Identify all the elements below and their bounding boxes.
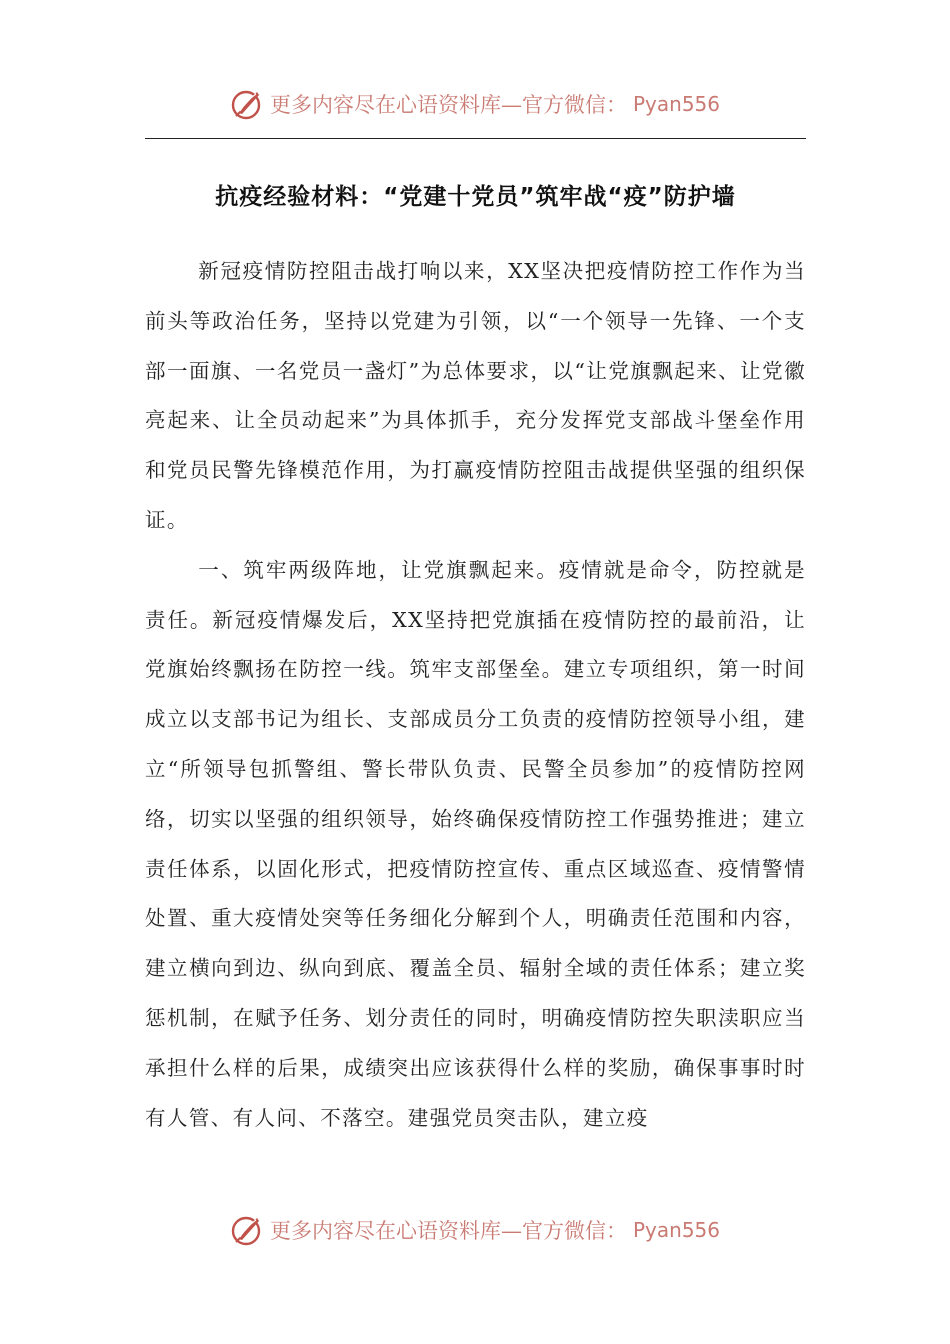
paragraph-intro: 新冠疫情防控阻击战打响以来，XX坚决把疫情防控工作作为当前头等政治任务，坚持以党建为引领，以“一个领导一先锋、一个支部一面旗、一名党员一盏灯”为总体要求，以“让党旗飘起来、让党徽亮起来、让全员动起来”为具体抓手，充分发挥党支部战斗堡垒作用和党员民警先锋模范作用，为打赢疫情防控阻击战提供坚强的组织保证。 [145, 259, 806, 532]
banner-text: 更多内容尽在心语资料库—官方微信： [269, 93, 627, 117]
banner-wechat-id: Pyan556 [632, 1218, 720, 1242]
quill-logo-icon [230, 1213, 264, 1247]
header-banner [0, 84, 950, 124]
banner-text: 更多内容尽在心语资料库—官方微信： [269, 1219, 627, 1243]
paragraph-section-1: 一、筑牢两级阵地，让党旗飘起来。疫情就是命令，防控就是责任。新冠疫情爆发后，XX坚持把党旗插在疫情防控的最前沿，让党旗始终飘扬在防控一线。筑牢支部堡垒。建立专项组织，第一时间成立以支部书记为组长、支部成员分工负责的疫情防控领导小组，建立“所领导包抓警组、警长带队负责、民警全员参加”的疫情防控网络，切实以坚强的组织领导，始终确保疫情防控工作强势推进；建立责任体系，以固化形式，把疫情防控宣传、重点区域巡查、疫情警情处置、重大疫情处突等任务细化分解到个人，明确责任范围和内容，建立横向到边、纵向到底、覆盖全员、辐射全域的责任体系；建立奖惩机制，在赋予任务、划分责任的同时，明确疫情防控失职渎职应当承担什么样的后果，成绩突出应该获得什么样的奖励，确保事事时时有人管、有人问、不落空。建强党员突击队，建立疫 [145, 557, 806, 1130]
banner-wechat-id: Pyan556 [632, 92, 720, 116]
footer-banner [0, 1210, 950, 1250]
document-body [145, 247, 806, 1143]
header-divider [145, 138, 806, 139]
document-title: 抗疫经验材料：“党建十党员”筑牢战“疫”防护墙 [215, 184, 736, 210]
quill-logo-icon [230, 87, 264, 121]
